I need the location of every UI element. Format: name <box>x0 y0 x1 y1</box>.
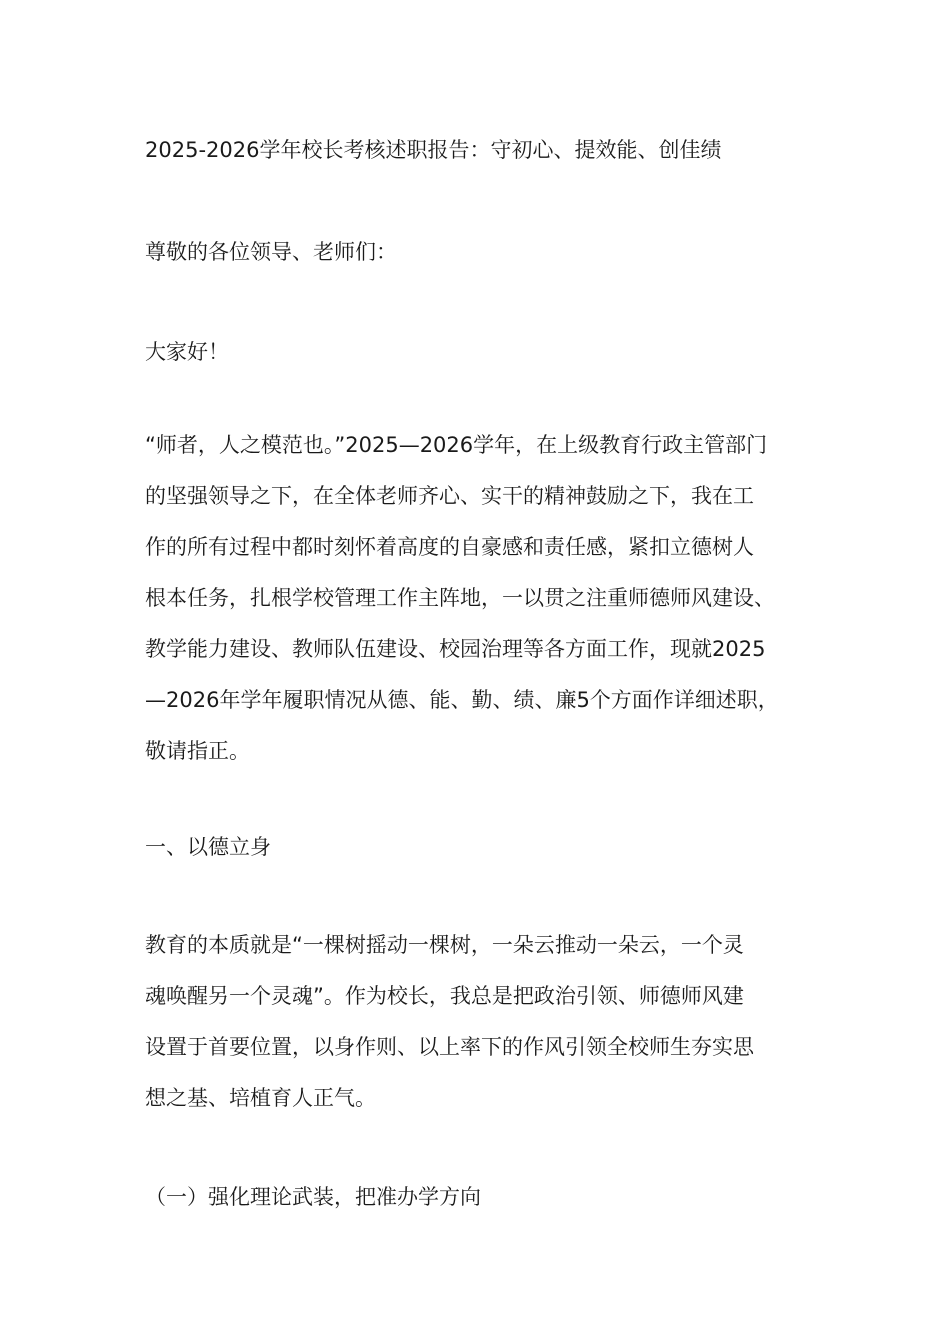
paragraph-line: 的坚强领导之下，在全体老师齐心、实干的精神鼓励之下，我在工 <box>145 484 754 508</box>
paragraph-line: 教学能力建设、教师队伍建设、校园治理等各方面工作，现就2025 <box>145 637 766 661</box>
title-text: 2025-2026学年校长考核述职报告：守初心、提效能、创佳绩 <box>145 138 722 162</box>
intro-paragraph <box>145 420 835 777</box>
paragraph-line: 设置于首要位置，以身作则、以上率下的作风引领全校师生夯实思 <box>145 1035 754 1059</box>
section-paragraph <box>145 920 835 1124</box>
greeting-text: 大家好！ <box>145 340 229 364</box>
section-heading-text: 一、以德立身 <box>145 835 271 859</box>
subsection-heading-text: （一）强化理论武装，把准办学方向 <box>145 1185 481 1209</box>
paragraph-line: 根本任务，扎根学校管理工作主阵地，一以贯之注重师德师风建设、 <box>145 586 775 610</box>
greeting <box>145 327 835 378</box>
salutation <box>145 227 835 278</box>
paragraph-line: 作的所有过程中都时刻怀着高度的自豪感和责任感，紧扣立德树人 <box>145 535 754 559</box>
salutation-text: 尊敬的各位领导、老师们： <box>145 240 397 264</box>
paragraph-line: “师者，人之模范也。”2025—2026学年，在上级教育行政主管部门 <box>145 433 768 457</box>
document-title <box>145 125 835 176</box>
paragraph-line: 敬请指正。 <box>145 739 250 763</box>
paragraph-line: 魂唤醒另一个灵魂”。作为校长，我总是把政治引领、师德师风建 <box>145 984 744 1008</box>
paragraph-line: 教育的本质就是“一棵树摇动一棵树，一朵云推动一朵云，一个灵 <box>145 933 744 957</box>
subsection-heading <box>145 1172 835 1223</box>
section-heading <box>145 822 835 873</box>
paragraph-line: 想之基、培植育人正气。 <box>145 1086 376 1110</box>
paragraph-line: —2026年学年履职情况从德、能、勤、绩、廉5个方面作详细述职， <box>145 688 779 712</box>
